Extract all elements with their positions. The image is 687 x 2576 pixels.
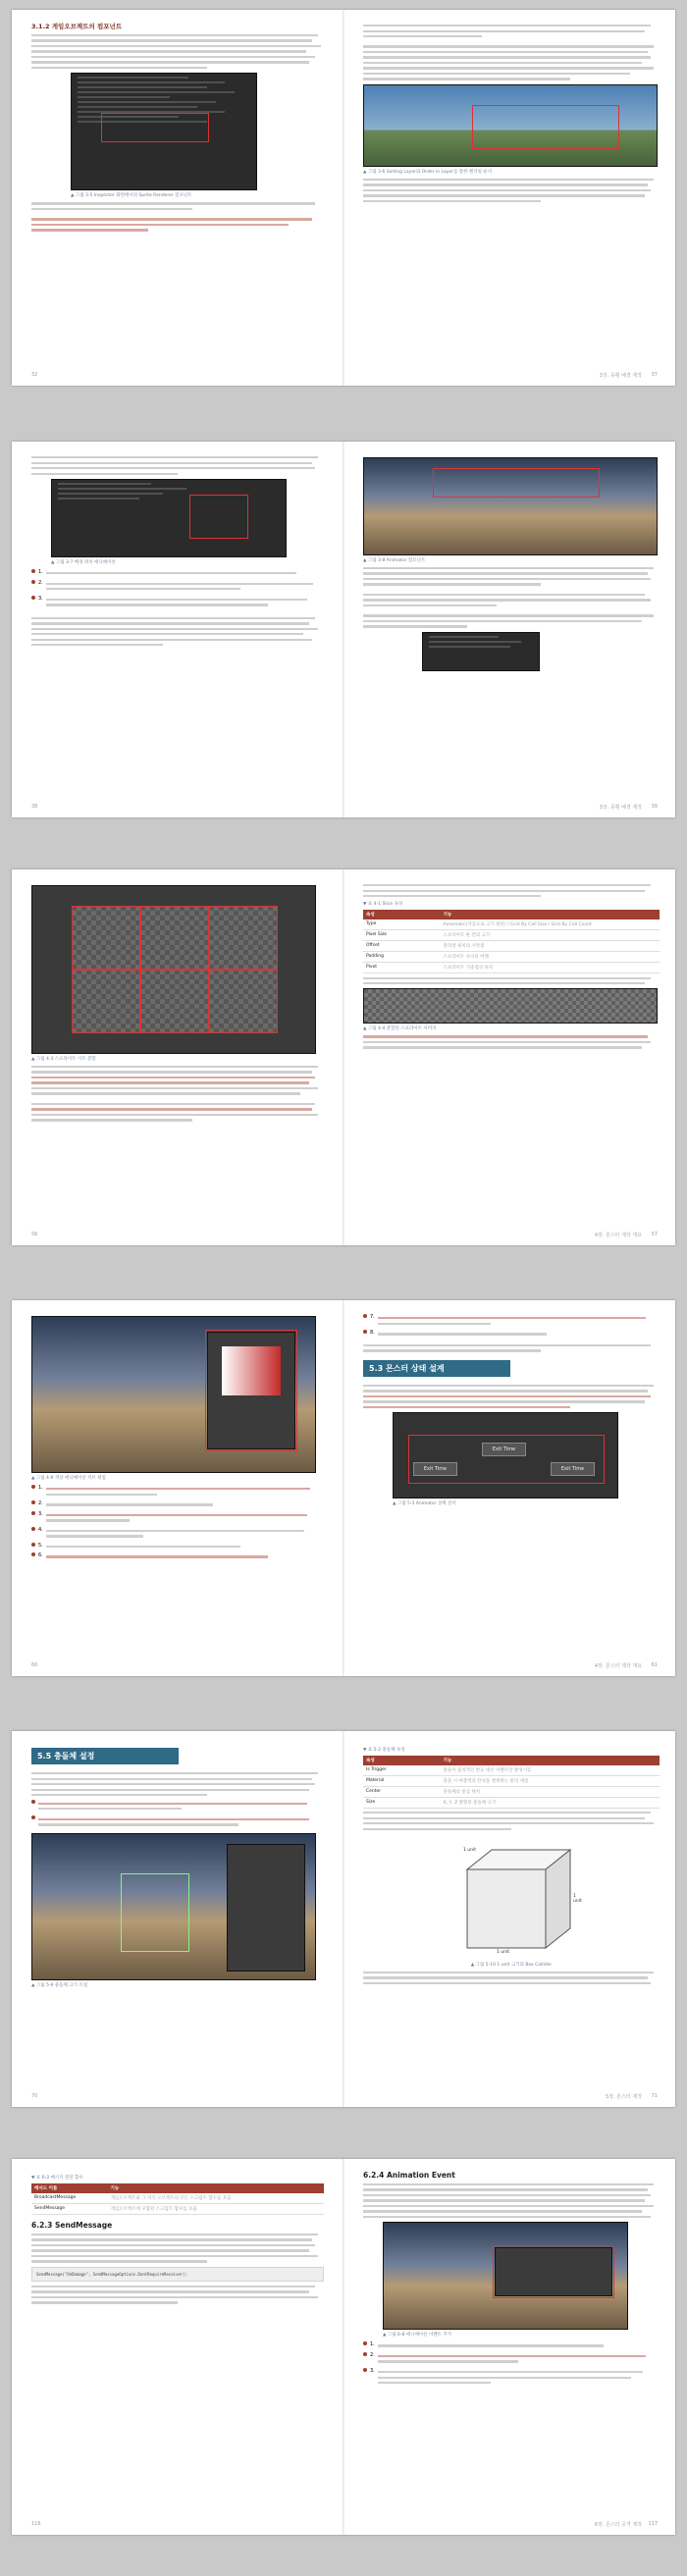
step-number: 1. — [38, 1485, 43, 1491]
running-head: 6장. 몬스터 공격 제작 — [594, 2522, 642, 2528]
text-line — [31, 2255, 318, 2257]
text-line — [363, 620, 642, 622]
text-line — [363, 179, 654, 181]
text-line — [363, 200, 541, 202]
text-line — [363, 1828, 511, 1830]
text-line — [31, 1783, 315, 1785]
page-number: 71 — [651, 2093, 658, 2099]
text-line — [31, 473, 178, 475]
running-head: 4장. 몬스터 제작 개요 — [594, 1233, 642, 1238]
text-line — [363, 594, 645, 596]
page-number: 39 — [651, 804, 658, 810]
page-number: 57 — [651, 1232, 658, 1237]
text-line — [31, 2290, 309, 2292]
table-header: 속성 — [363, 1756, 441, 1765]
spread-1 — [12, 10, 675, 386]
text-line — [31, 644, 163, 646]
page-number: 116 — [31, 2521, 41, 2527]
text-line — [31, 56, 315, 58]
step-item — [31, 580, 324, 594]
cube-diagram — [438, 1840, 585, 1958]
highlight-box — [205, 1330, 297, 1451]
page-footer — [31, 1232, 324, 1239]
step-item — [363, 2352, 660, 2366]
table-row — [363, 952, 660, 963]
page-number: 70 — [31, 2093, 38, 2099]
figure-caption: ▲ 그림 3-5 Inspector 화면에서의 Sprite Renderer 컴포넌트 — [71, 193, 192, 199]
text-line — [363, 56, 651, 58]
text-line — [363, 1976, 648, 1978]
code-block: SendMessage("OnDamage", SendMessageOptions.DontRequireReceiver); — [31, 2267, 324, 2282]
sprite-editor-screenshot — [31, 885, 316, 1054]
step-number: 3. — [38, 1510, 43, 1517]
section-heading: 6.2.4 Animation Event — [363, 2171, 455, 2180]
state-node: Exit Time — [551, 1462, 595, 1476]
table-cell: BroadcastMessage — [31, 2193, 107, 2204]
message-method-table — [31, 2183, 324, 2215]
page-footer — [31, 372, 324, 380]
page-number: 32 — [31, 372, 38, 378]
table-cell: Center — [363, 1787, 441, 1798]
figure-caption: ▲ 그림 4-9 색상 애니메이션 커브 편집 — [31, 1476, 106, 1481]
table-caption: ▼ 표 5-2 충돌체 속성 — [363, 1748, 405, 1753]
table-row — [31, 2193, 324, 2204]
page-38 — [12, 442, 342, 817]
text-line — [363, 45, 654, 47]
page-footer — [31, 1662, 324, 1670]
page-39 — [345, 442, 675, 817]
page-37 — [345, 10, 675, 386]
text-line — [363, 73, 630, 75]
text-line — [363, 1041, 651, 1043]
text-line — [363, 189, 651, 191]
timeline-screenshot — [363, 457, 658, 555]
text-line — [363, 184, 648, 185]
step-number: 6. — [38, 1552, 43, 1559]
table-row — [363, 1787, 660, 1798]
step-number: 5. — [38, 1542, 43, 1549]
page-117 — [345, 2159, 675, 2535]
text-line — [31, 633, 303, 635]
collider-gizmo — [121, 1873, 189, 1952]
text-line — [363, 78, 570, 79]
step-number: 3. — [38, 595, 43, 602]
table-cell: 충돌 시 마찰력과 탄성을 결정하는 물리 재질 — [441, 1776, 660, 1787]
text-line — [31, 2301, 178, 2303]
table-cell: Is Trigger — [363, 1765, 441, 1776]
table-caption: ▼ 표 6-3 메시지 전달 함수 — [31, 2176, 83, 2181]
text-line — [31, 2244, 315, 2246]
collider-scene-screenshot — [31, 1833, 316, 1980]
text-line — [31, 1778, 312, 1780]
table-cell: Size — [363, 1798, 441, 1809]
step-number: 1. — [370, 2341, 375, 2348]
text-line — [363, 1406, 570, 1408]
page-32 — [12, 10, 342, 386]
page-footer — [365, 2521, 658, 2529]
highlight-box — [140, 906, 209, 970]
table-cell: Type — [363, 920, 441, 930]
text-line — [363, 982, 645, 984]
state-node: Exit Time — [413, 1462, 457, 1476]
text-line — [31, 208, 192, 210]
step-item — [31, 1485, 324, 1498]
text-line — [31, 2296, 318, 2298]
table-cell: Pivot — [363, 963, 441, 973]
text-line — [31, 2249, 309, 2251]
text-line — [363, 1385, 654, 1387]
text-line — [31, 224, 289, 226]
page-footer — [365, 2093, 658, 2101]
text-line — [31, 456, 318, 458]
page-71 — [345, 1731, 675, 2107]
section-banner: 5.3 몬스터 상태 설계 — [363, 1360, 510, 1377]
text-line — [363, 2194, 651, 2196]
text-line — [363, 583, 541, 585]
step-number: 8. — [370, 1330, 375, 1337]
text-line — [363, 605, 497, 606]
table-cell: 게임오브젝트와 그 자식 오브젝트의 모든 스크립트 함수를 호출 — [107, 2193, 324, 2204]
table-cell: Padding — [363, 952, 441, 963]
text-line — [31, 1789, 309, 1791]
text-line — [363, 890, 645, 892]
text-line — [363, 578, 651, 580]
step-number: 3. — [370, 2367, 375, 2374]
sliced-frames-screenshot — [363, 988, 658, 1024]
text-line — [363, 599, 651, 601]
text-line — [31, 622, 309, 624]
text-line — [31, 1108, 312, 1110]
text-line — [363, 1812, 651, 1814]
page-number: 60 — [31, 1662, 38, 1668]
highlight-box — [408, 1435, 605, 1484]
text-line — [31, 1066, 318, 1068]
page-56 — [12, 869, 342, 1245]
step-number: 2. — [38, 1500, 43, 1507]
text-line — [363, 2188, 648, 2190]
text-line — [31, 1119, 192, 1121]
page-footer — [365, 1662, 658, 1670]
section-heading: 6.2.3 SendMessage — [31, 2221, 113, 2230]
text-line — [31, 1087, 318, 1089]
text-line — [363, 1822, 654, 1824]
text-line — [363, 2210, 642, 2212]
table-row — [363, 1765, 660, 1776]
running-head: 3장. 종횡 배경 제작 — [599, 805, 642, 811]
figure-caption: ▲ 그림 5-3 Animator 상태 전이 — [393, 1501, 456, 1507]
spread-2 — [12, 442, 675, 817]
step-item — [31, 1527, 324, 1541]
text-line — [363, 895, 541, 897]
step-item — [363, 1330, 660, 1339]
highlight-box — [101, 113, 209, 142]
table-row — [363, 1776, 660, 1787]
slice-property-table — [363, 910, 660, 973]
text-line — [31, 462, 312, 464]
text-line — [31, 1103, 315, 1105]
table-header: 기능 — [441, 910, 660, 920]
section-heading: 3.1.2 게임오브젝트의 컴포넌트 — [31, 23, 123, 30]
text-line — [363, 2183, 654, 2185]
table-cell: 잘라낼 위치의 시작점 — [441, 941, 660, 952]
text-line — [31, 218, 312, 220]
page-footer — [31, 2093, 324, 2101]
table-row — [363, 1798, 660, 1809]
table-cell: Material — [363, 1776, 441, 1787]
table-cell: SendMessage — [31, 2204, 107, 2215]
color-picker-screenshot — [31, 1316, 316, 1473]
text-line — [363, 35, 482, 37]
animation-event-screenshot — [383, 2222, 628, 2330]
spread-5 — [12, 1731, 675, 2107]
text-line — [363, 1349, 541, 1351]
text-line — [363, 614, 654, 616]
page-footer — [31, 2521, 324, 2529]
table-row — [31, 2204, 324, 2215]
page-number: 37 — [651, 372, 658, 378]
text-line — [31, 67, 207, 69]
figure-caption: ▲ 그림 6-8 애니메이션 이벤트 추가 — [383, 2333, 452, 2339]
text-line — [31, 2260, 207, 2262]
highlight-box — [72, 970, 140, 1033]
text-line — [31, 628, 318, 630]
text-line — [363, 62, 642, 64]
page-57 — [345, 869, 675, 1245]
text-line — [31, 467, 315, 469]
page-number: 61 — [651, 1662, 658, 1668]
inspector-screenshot — [71, 73, 257, 190]
table-header: 속성 — [363, 910, 441, 920]
running-head: 5장. 몬스터 제작 — [606, 2094, 642, 2100]
page-60 — [12, 1300, 342, 1676]
text-line — [363, 1971, 654, 1973]
text-line — [363, 25, 651, 26]
table-cell: 스프라이트 사이의 여백 — [441, 952, 660, 963]
table-cell: Automatic(자동으로 크기 판단) / Grid By Cell Size / Grid By Cell Count — [441, 920, 660, 930]
text-line — [31, 61, 309, 63]
step-item — [31, 569, 324, 578]
page-number: 56 — [31, 1232, 38, 1237]
highlight-box — [433, 468, 600, 498]
table-header: 메서드 이름 — [31, 2183, 107, 2193]
text-line — [363, 1982, 651, 1984]
page-footer — [365, 1232, 658, 1239]
table-cell: 충돌체의 중심 위치 — [441, 1787, 660, 1798]
text-line — [31, 2286, 315, 2287]
cube-depth-label: 1 unit — [463, 1847, 477, 1853]
table-header: 기능 — [107, 2183, 324, 2193]
animator-graph-screenshot — [393, 1412, 618, 1498]
text-line — [363, 1817, 645, 1819]
animator-component-screenshot — [422, 632, 540, 671]
step-number: 2. — [38, 579, 43, 586]
page-footer — [365, 804, 658, 812]
text-line — [31, 39, 312, 41]
figure-caption: ▲ 그림 3-8 Animator 컴포넌트 — [363, 558, 426, 563]
section-banner: 5.5 충돌체 설정 — [31, 1748, 179, 1764]
highlight-box — [493, 2245, 614, 2298]
step-item — [31, 1815, 324, 1829]
table-row — [363, 963, 660, 973]
figure-caption: ▲ 그림 5-10 1 unit 크기의 Box Collider — [470, 1962, 553, 1968]
text-line — [31, 2234, 318, 2235]
spread-6 — [12, 2159, 675, 2535]
text-line — [363, 1344, 651, 1346]
text-line — [363, 567, 654, 569]
text-line — [31, 2238, 312, 2240]
state-node: Exit Time — [482, 1443, 526, 1456]
text-line — [363, 194, 645, 196]
highlight-box — [72, 906, 140, 970]
table-cell: Pixel Size — [363, 930, 441, 941]
page-70 — [12, 1731, 342, 2107]
cube-illustration — [438, 1840, 585, 1958]
highlight-box — [472, 105, 619, 149]
page-footer — [365, 372, 658, 380]
page-number: 117 — [648, 2521, 658, 2527]
highlight-box — [209, 970, 278, 1033]
text-line — [31, 617, 315, 619]
text-line — [31, 1071, 312, 1073]
step-item — [31, 1500, 324, 1509]
figure-caption: ▲ 그림 4-4 분할된 스프라이트 이미지 — [363, 1026, 437, 1032]
running-head: 3장. 종횡 배경 제작 — [599, 373, 642, 379]
step-item — [31, 1543, 324, 1551]
text-line — [363, 2216, 651, 2218]
step-item — [31, 1511, 324, 1525]
step-item — [363, 2341, 660, 2350]
text-line — [31, 1092, 300, 1094]
text-line — [31, 1077, 315, 1078]
table-cell: 충돌이 물리적인 반응 대신 이벤트만 발생시킴 — [441, 1765, 660, 1776]
text-line — [31, 639, 312, 641]
text-line — [31, 1081, 309, 1083]
table-row — [363, 941, 660, 952]
page-footer — [31, 804, 324, 812]
text-line — [363, 67, 654, 69]
text-line — [31, 229, 148, 231]
table-header: 기능 — [441, 1756, 660, 1765]
step-item — [363, 1314, 660, 1328]
table-cell: 스프라이트 기준점의 위치 — [441, 963, 660, 973]
step-item — [31, 596, 324, 609]
text-line — [363, 884, 651, 886]
text-line — [363, 1390, 648, 1392]
figure-caption: ▲ 그림 3-7 배경 위치 애니메이션 — [51, 559, 116, 565]
figure-caption: ▲ 그림 4-3 스프라이트 시트 분할 — [31, 1057, 96, 1062]
table-caption: ▼ 표 4-1 Slice 속성 — [363, 902, 403, 908]
figure-caption: ▲ 그림 5-9 충돌체 크기 조절 — [31, 1982, 88, 1988]
collider-property-table — [363, 1756, 660, 1809]
table-cell: 스프라이트 한 칸의 크기 — [441, 930, 660, 941]
highlight-box — [140, 970, 209, 1033]
text-line — [363, 977, 651, 979]
figure-caption: ▲ 그림 3-6 Sorting Layer와 Order in Layer를 통한 렌더링 순서 — [363, 169, 493, 175]
text-line — [31, 45, 321, 47]
text-line — [363, 30, 645, 32]
text-line — [363, 572, 648, 574]
table-cell: 게임오브젝트에 포함된 스크립트 함수를 호출 — [107, 2204, 324, 2215]
step-number: 7. — [370, 1314, 375, 1320]
text-line — [363, 1035, 648, 1037]
step-item — [31, 1800, 324, 1814]
text-line — [363, 51, 648, 53]
text-line — [363, 1046, 642, 1048]
step-number: 4. — [38, 1526, 43, 1533]
table-row — [363, 930, 660, 941]
highlight-box — [189, 495, 248, 539]
step-number: 1. — [38, 568, 43, 575]
table-cell: Offset — [363, 941, 441, 952]
cube-height-label: 1 unit — [573, 1893, 582, 1904]
page-116 — [12, 2159, 342, 2535]
text-line — [31, 1794, 207, 1796]
step-item — [363, 2368, 660, 2388]
text-line — [363, 625, 467, 627]
scene-view-screenshot — [363, 84, 658, 167]
text-line — [31, 34, 318, 36]
text-line — [363, 1395, 651, 1397]
cube-width-label: 1 unit — [497, 1949, 510, 1955]
step-number: 2. — [370, 2351, 375, 2358]
table-row — [363, 920, 660, 930]
step-item — [31, 1552, 324, 1561]
text-line — [363, 2199, 645, 2201]
table-cell: X, Y, Z 방향의 충돌체 크기 — [441, 1798, 660, 1809]
page-number: 38 — [31, 804, 38, 810]
running-head: 4장. 몬스터 제작 개요 — [594, 1663, 642, 1669]
spread-4 — [12, 1300, 675, 1676]
text-line — [31, 1772, 318, 1774]
animation-window-screenshot — [51, 479, 287, 557]
highlight-box — [209, 906, 278, 970]
text-line — [363, 1400, 645, 1402]
page-61 — [345, 1300, 675, 1676]
spread-3 — [12, 869, 675, 1245]
text-line — [31, 50, 306, 52]
text-line — [31, 1114, 318, 1116]
text-line — [31, 202, 315, 204]
text-line — [363, 2205, 654, 2207]
